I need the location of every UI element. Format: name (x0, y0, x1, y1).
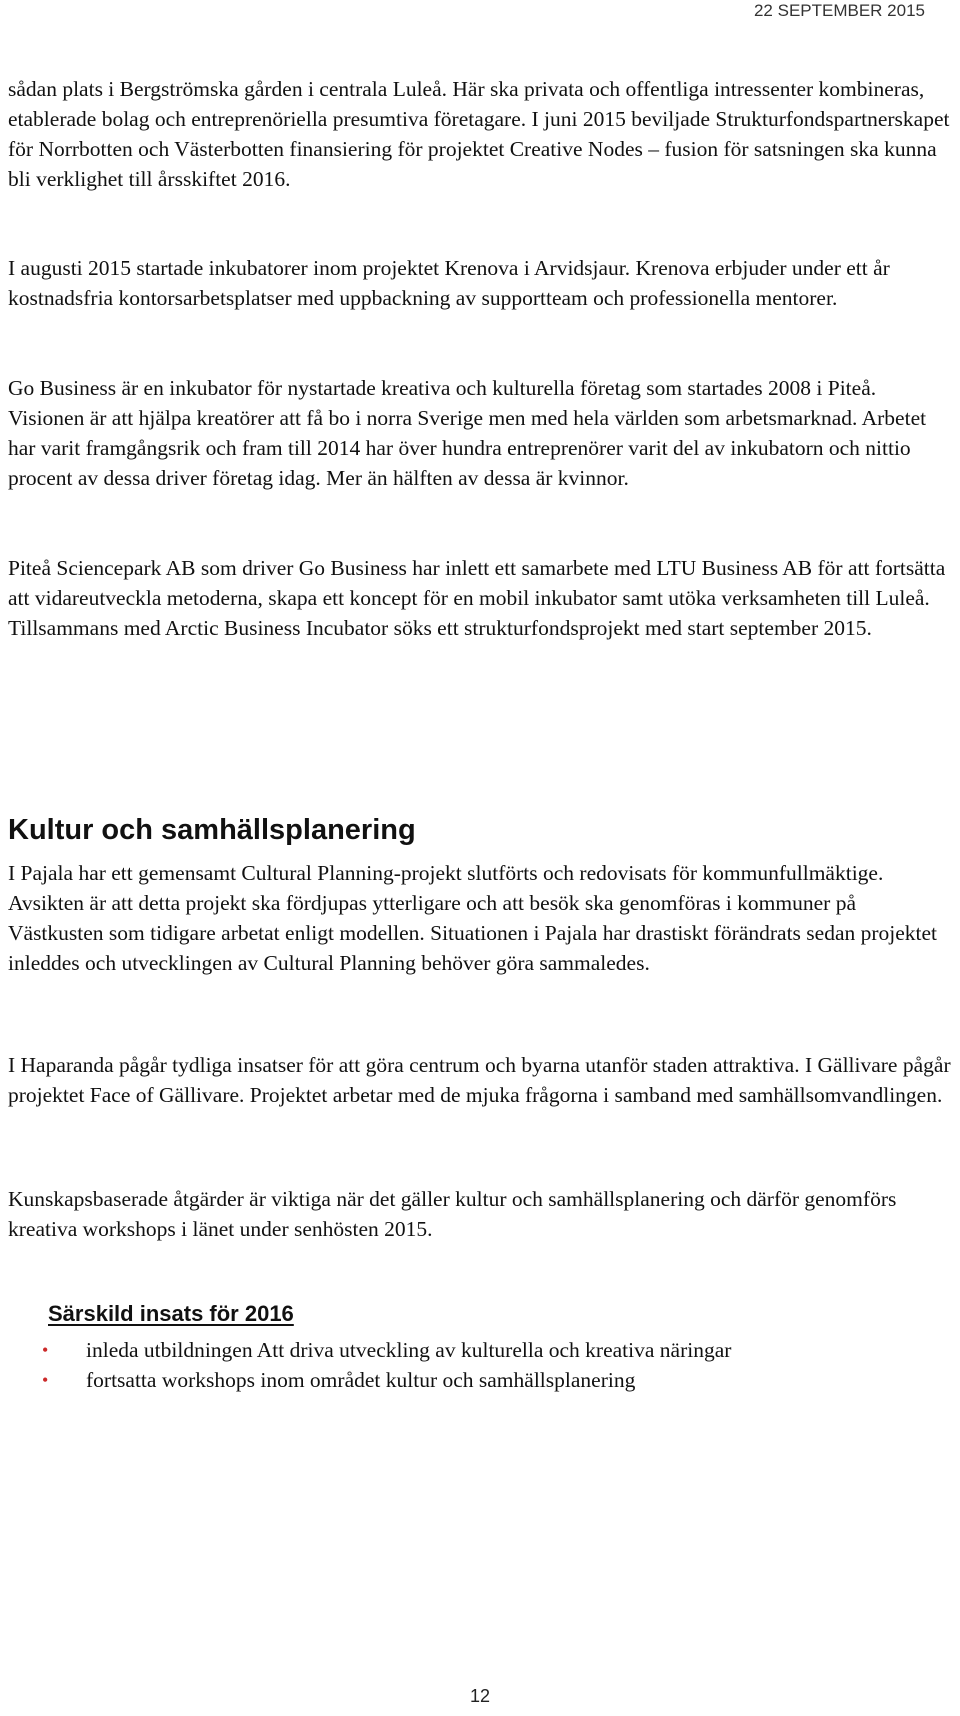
paragraph-workshops: Kunskapsbaserade åtgärder är viktiga när det gäller kultur och samhällsplanering och därför genomförs kreativa workshops i länet under senhösten 2015. (8, 1187, 897, 1241)
list-item (40, 1365, 940, 1395)
paragraph-krenova: I augusti 2015 startade inkubatorer inom projektet Krenova i Arvidsjaur. Krenova erbjuder under ett år kostnadsfria kontorsarbetsplatser med uppbackning av supportteam och professionella mentorer. (8, 256, 890, 310)
list-item-text: fortsatta workshops inom området kultur och samhällsplanering (86, 1368, 636, 1392)
header-date: 22 SEPTEMBER 2015 (753, 1, 925, 20)
paragraph-creative-nodes: sådan plats i Bergströmska gården i centrala Luleå. Här ska privata och offentliga intressenter kombineras, etablerade bolag och entreprenöriella presumtiva företagare. I juni 2015 beviljade Strukturfondspartnerskapet för Norrbotten och Västerbotten finansiering för projektet Creative Nodes – fusion för satsningen ska kunna bli verklighet till årsskiftet 2016. (8, 77, 950, 191)
paragraph-haparanda: I Haparanda pågår tydliga insatser för att göra centrum och byarna utanför staden attraktiva. I Gällivare pågår projektet Face of Gällivare. Projektet arbetar med de mjuka frågorna i samband med samhällsomvandlingen. (8, 1053, 951, 1107)
section-heading: Kultur och samhällsplanering (8, 814, 416, 846)
paragraph-pitea-sciencepark: Piteå Sciencepark AB som driver Go Business har inlett ett samarbete med LTU Business AB för att fortsätta att vidareutveckla metoderna, skapa ett koncept för en mobil inkubator samt utöka verksamheten till Luleå. Tillsammans med Arctic Business Incubator söks ett strukturfondsprojekt med start september 2015. (8, 556, 946, 640)
subheading-2016: Särskild insats för 2016 (48, 1301, 294, 1326)
bullet-icon: • (42, 1370, 49, 1390)
bullet-list (40, 1335, 940, 1395)
paragraph-pajala: I Pajala har ett gemensamt Cultural Planning-projekt slutförts och redovisats för kommunfullmäktige. Avsikten är att detta projekt ska fördjupas ytterligare och att besök ska genomföras i kommuner på Västkusten som tidigare arbetat enligt modellen. Situationen i Pajala har drastiskt förändrats sedan projektet inleddes och utvecklingen av Cultural Planning behöver göra sammaledes. (8, 861, 938, 975)
list-item (40, 1335, 940, 1365)
paragraph-go-business: Go Business är en inkubator för nystartade kreativa och kulturella företag som startades 2008 i Piteå. Visionen är att hjälpa kreatörer att få bo i norra Sverige men med hela världen som arbetsmarknad. Arbetet har varit framgångsrik och fram till 2014 har över hundra entreprenörer varit del av inkubatorn och nittio procent av dessa driver företag idag. Mer än hälften av dessa är kvinnor. (8, 376, 927, 490)
bullet-icon: • (42, 1340, 49, 1360)
list-item-text: inleda utbildningen Att driva utveckling av kulturella och kreativa näringar (86, 1338, 732, 1362)
page-number: 12 (469, 1686, 491, 1706)
